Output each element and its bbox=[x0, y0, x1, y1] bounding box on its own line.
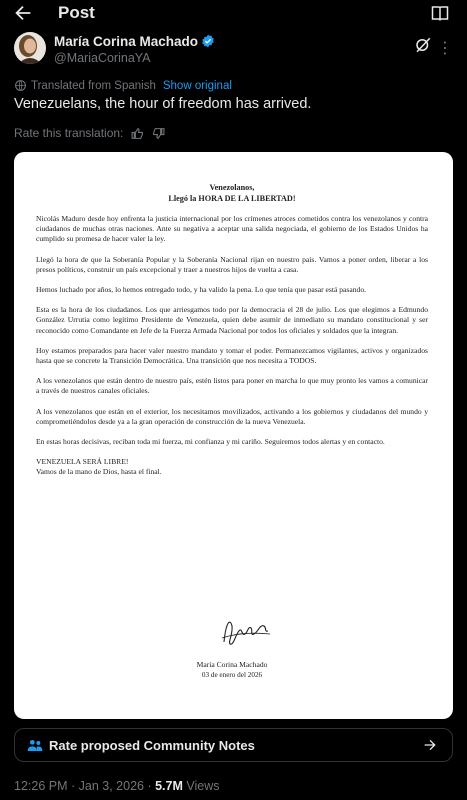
letter-date: 03 de enero del 2026 bbox=[201, 671, 263, 679]
post-date[interactable]: Jan 3, 2026 bbox=[78, 779, 144, 793]
letter-body bbox=[36, 172, 428, 679]
author-name-text[interactable]: María Corina Machado bbox=[54, 34, 199, 49]
post-meta bbox=[14, 779, 220, 793]
handwritten-signature bbox=[220, 612, 272, 652]
verified-badge-icon bbox=[201, 34, 215, 48]
views-count: 5.7M bbox=[155, 779, 183, 793]
letter-paragraph: A los venezolanos que están dentro de nuestro país, estén listos para poner en marcha lo que muy pronto les vamos a comunicar a través de nuestros canales oficiales. bbox=[36, 376, 428, 396]
post-time[interactable]: 12:26 PM bbox=[14, 779, 68, 793]
author-handle[interactable]: @MariaCorinaYA bbox=[54, 51, 151, 65]
thumbs-up-icon[interactable] bbox=[131, 127, 144, 140]
more-options-icon[interactable]: ⋮ bbox=[437, 40, 454, 57]
post-text: Venezuelans, the hour of freedom has arrived. bbox=[14, 96, 312, 112]
rate-translation-label: Rate this translation: bbox=[14, 126, 124, 140]
reader-mode-icon[interactable] bbox=[431, 4, 449, 22]
community-notes-label: Rate proposed Community Notes bbox=[49, 738, 255, 753]
letter-paragraph: A los venezolanos que están en el exterior, los necesitamos movilizados, activando a los gobiernos y ciudadanos del mundo y comprometiéndolos desde ya a la gran operación de construcción de la nueva Venezuela. bbox=[36, 406, 428, 426]
community-notes-button[interactable] bbox=[14, 728, 453, 762]
avatar[interactable] bbox=[14, 32, 46, 64]
letter-heading-line1: Venezolanos, bbox=[209, 183, 255, 192]
back-arrow-icon[interactable] bbox=[12, 2, 34, 24]
letter-closing-line1: VENEZUELA SERÁ LIBRE! bbox=[36, 457, 129, 467]
page-title: Post bbox=[58, 3, 95, 22]
letter-paragraph: Hemos luchado por años, lo hemos entregado todo, y ha valido la pena. Lo que tenía que pasar está pasando. bbox=[36, 285, 367, 295]
letter-paragraph: Llegó la hora de que la Soberanía Popular y la Soberanía Nacional rijan en nuestro país. Vamos a poner orden, liberar a los presos políticos, construir un país excepcional y traer a nuestros hijos de vuelta a casa. bbox=[36, 254, 428, 274]
show-original-link[interactable]: Show original bbox=[162, 79, 232, 92]
letter-paragraph: Esta es la hora de los ciudadanos. Los que arriesgamos todo por la democracia el 28 de julio. Los que elegimos a Edmundo González Urrutia como legítimo Presidente de Venezuela, quien debe asumir de inmediato su mandato constitucional y ser reconocido como Comandante en Jefe de la Fuerza Armada Nacional por todos los oficiales y soldados que la integran. bbox=[36, 305, 428, 335]
letter-heading-line2: Llegó la HORA DE LA LIBERTAD! bbox=[168, 194, 296, 203]
people-icon bbox=[27, 738, 43, 752]
letter-heading bbox=[36, 182, 428, 204]
arrow-right-icon bbox=[422, 737, 438, 753]
grok-icon[interactable] bbox=[414, 36, 432, 54]
author-row bbox=[14, 32, 454, 72]
meta-separator: · bbox=[147, 779, 156, 793]
letter-closing bbox=[36, 457, 428, 477]
letter-paragraph: Hoy estamos preparados para hacer valer nuestro mandato y tomar el poder. Permanezcamos vigilantes, activos y organizados hasta que se concrete la Transición Democrática. Una transición que nos necesita a TODOS. bbox=[36, 345, 428, 366]
letter-signer: María Corina Machado bbox=[196, 660, 268, 669]
translate-icon bbox=[14, 79, 27, 92]
letter-image[interactable] bbox=[14, 152, 453, 719]
letter-paragraph: Nicolás Maduro desde hoy enfrenta la justicia internacional por los crímenes atroces cometidos contra los venezolanos y contra ciudadanos de muchas otras naciones. Ante su negativa a aceptar una salida negociada, el gobierno de los Estados Unidos ha cumplido su promesa de hacer valer la ley. bbox=[36, 214, 428, 244]
translation-note bbox=[14, 79, 232, 92]
letter-paragraph: En estas horas decisivas, reciban toda mi fuerza, mi confianza y mi cariño. Seguiremos todos alertas y en contacto. bbox=[36, 437, 385, 447]
rate-translation bbox=[14, 126, 165, 140]
author-name[interactable] bbox=[54, 34, 215, 49]
translation-note-text: Translated from Spanish bbox=[31, 79, 156, 92]
letter-closing-line2: Vamos de la mano de Dios, hasta el final. bbox=[36, 467, 162, 477]
top-bar bbox=[0, 0, 467, 26]
thumbs-down-icon[interactable] bbox=[152, 127, 165, 140]
views-label: Views bbox=[186, 779, 220, 793]
meta-separator: · bbox=[71, 779, 79, 793]
